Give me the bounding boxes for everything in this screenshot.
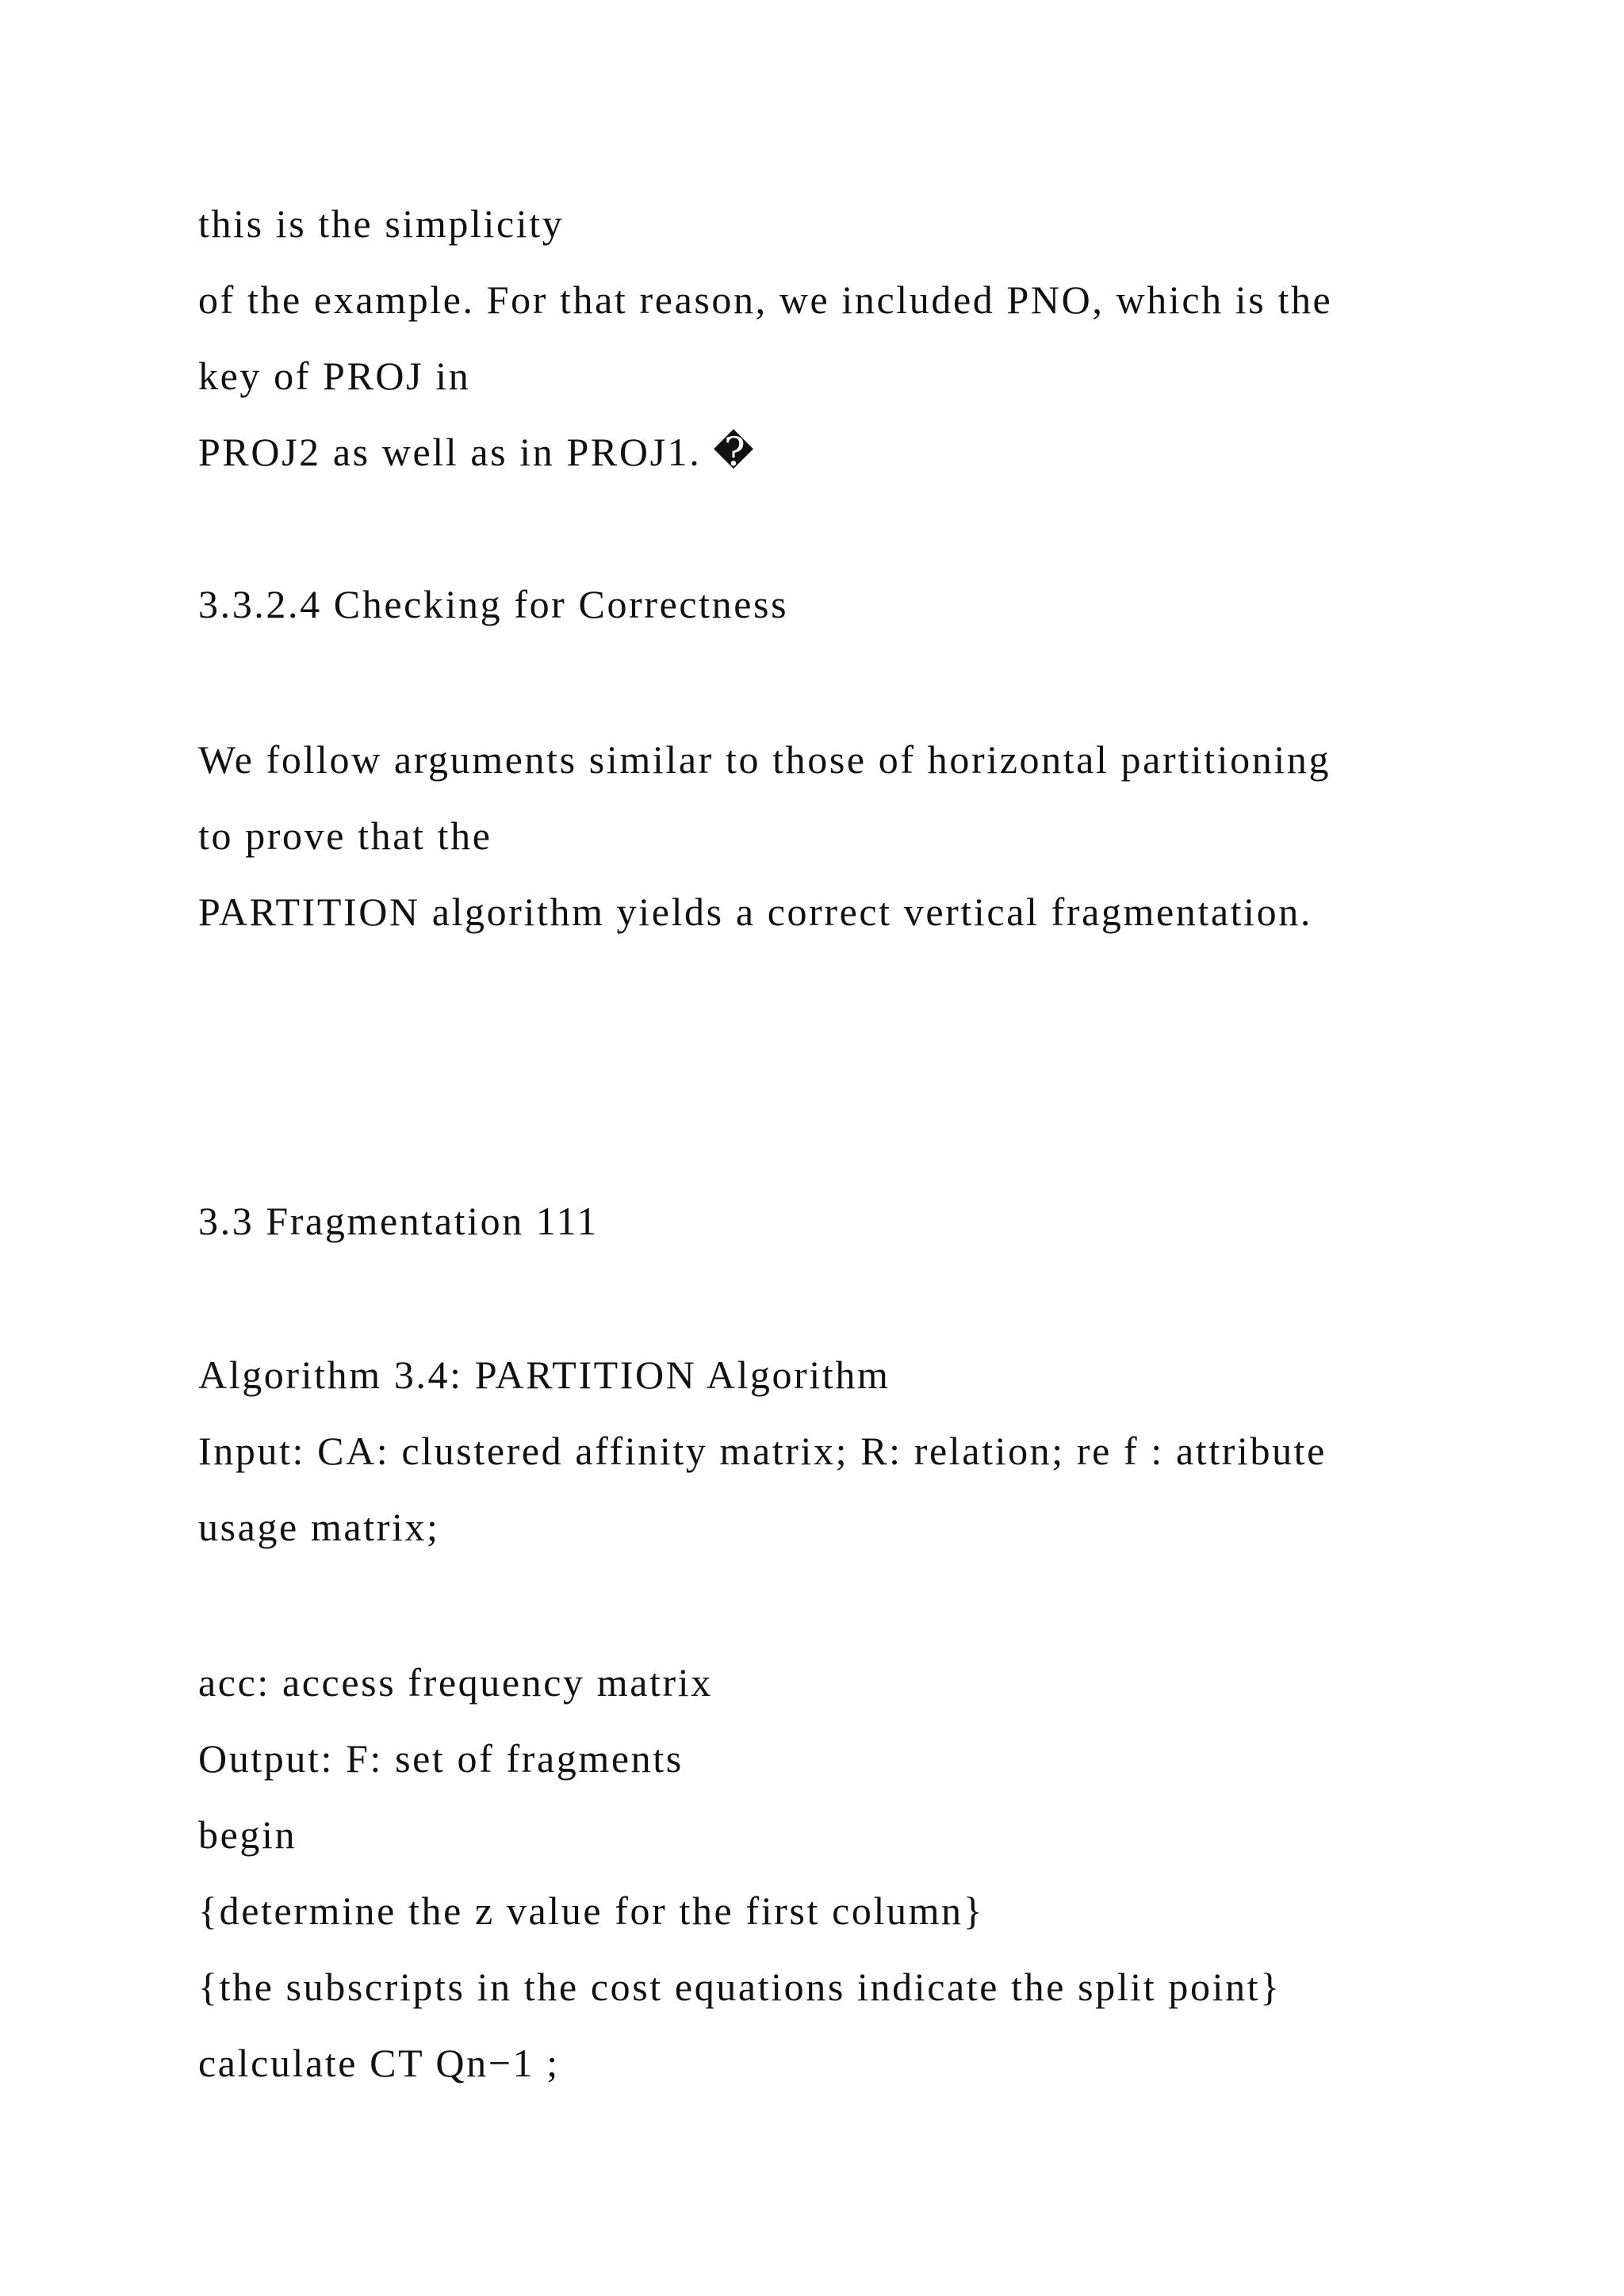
text-line: {determine the z value for the first column} bbox=[198, 1888, 985, 1933]
text-line: {the subscripts in the cost equations indicate the split point} bbox=[198, 1965, 1281, 2009]
text-line: We follow arguments similar to those of horizontal partitioning bbox=[198, 737, 1331, 782]
text-line: PARTITION algorithm yields a correct vertical fragmentation. bbox=[198, 890, 1312, 934]
text-line: calculate CT Qn−1 ; bbox=[198, 2041, 560, 2085]
text-line: this is the simplicity bbox=[198, 201, 565, 246]
text-line: acc: access frequency matrix bbox=[198, 1660, 713, 1705]
text-line: of the example. For that reason, we included PNO, which is the bbox=[198, 277, 1333, 322]
text-line: usage matrix; bbox=[198, 1505, 440, 1549]
page-header: 3.3 Fragmentation 111 bbox=[198, 1199, 599, 1243]
text-line: to prove that the bbox=[198, 813, 492, 858]
text-line: key of PROJ in bbox=[198, 354, 471, 398]
text-line: Output: F: set of fragments bbox=[198, 1736, 684, 1781]
text-line: PROJ2 as well as in PROJ1. � bbox=[198, 430, 756, 474]
algorithm-title: Algorithm 3.4: PARTITION Algorithm bbox=[198, 1353, 891, 1397]
text-line: begin bbox=[198, 1812, 297, 1857]
text-line: Input: CA: clustered affinity matrix; R: relation; re f : attribute bbox=[198, 1429, 1327, 1473]
section-heading: 3.3.2.4 Checking for Correctness bbox=[198, 582, 789, 626]
